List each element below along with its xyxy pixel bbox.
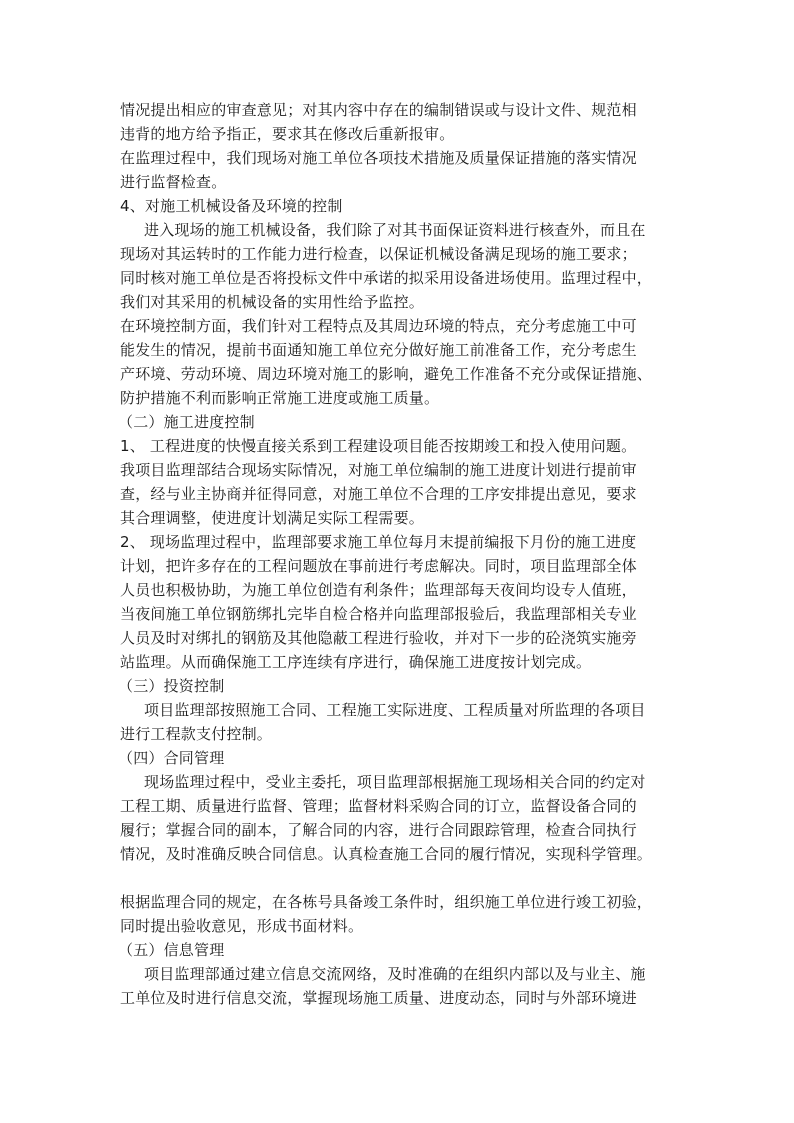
- text-line: 1、 工程进度的快慢直接关系到工程建设项目能否按期竣工和投入使用问题。: [120, 437, 637, 455]
- text-line: 情况，及时准确反映合同信息。认真检查施工合同的履行情况，实现科学管理。: [120, 845, 653, 863]
- section-heading: （二）施工进度控制: [118, 413, 255, 431]
- text-line: 同时核对施工单位是否将投标文件中承诺的拟采用设备进场使用。监理过程中，: [120, 269, 653, 287]
- text-line: 计划，把许多存在的工程问题放在事前进行考虑解决。同时，项目监理部全体: [120, 557, 637, 575]
- text-line: 同时提出验收意见，形成书面材料。: [120, 917, 364, 935]
- text-line: 人员及时对绑扎的钢筋及其他隐蔽工程进行验收，并对下一步的砼浇筑实施旁: [120, 629, 637, 647]
- text-line: 项目监理部按照施工合同、工程施工实际进度、工程质量对所监理的各项目: [144, 701, 646, 719]
- section-heading: （三）投资控制: [118, 677, 225, 695]
- section-heading: （四）合同管理: [118, 749, 225, 767]
- text-line: 现场对其运转时的工作能力进行检查，以保证机械设备满足现场的施工要求；: [120, 245, 637, 263]
- text-line: 在环境控制方面，我们针对工程特点及其周边环境的特点，充分考虑施工中可: [120, 317, 637, 335]
- text-line: 履行；掌握合同的副本，了解合同的内容，进行合同跟踪管理，检查合同执行: [120, 821, 637, 839]
- text-line: 现场监理过程中，受业主委托，项目监理部根据施工现场相关合同的约定对: [144, 773, 646, 791]
- section-heading: 4、对施工机械设备及环境的控制: [120, 197, 343, 215]
- text-line: 工单位及时进行信息交流，掌握现场施工质量、进度动态，同时与外部环境进: [120, 989, 637, 1007]
- text-line: 我项目监理部结合现场实际情况，对施工单位编制的施工进度计划进行提前审: [120, 461, 637, 479]
- text-line: 进行工程款支付控制。: [120, 725, 273, 743]
- text-line: 产环境、劳动环境、周边环境对施工的影响，避免工作准备不充分或保证措施、: [120, 365, 653, 383]
- text-line: 站监理。从而确保施工工序连续有序进行，确保施工进度按计划完成。: [120, 653, 592, 671]
- text-line: 情况提出相应的审查意见；对其内容中存在的编制错误或与设计文件、规范相: [120, 101, 637, 119]
- text-line: 其合理调整，使进度计划满足实际工程需要。: [120, 509, 425, 527]
- text-line: 防护措施不利而影响正常施工进度或施工质量。: [120, 389, 440, 407]
- text-line: 在监理过程中，我们现场对施工单位各项技术措施及质量保证措施的落实情况: [120, 149, 637, 167]
- text-line: 违背的地方给予指正，要求其在修改后重新报审。: [120, 125, 455, 143]
- section-heading: （五）信息管理: [118, 941, 225, 959]
- text-line: 查，经与业主协商并征得同意，对施工单位不合理的工序安排提出意见，要求: [120, 485, 637, 503]
- text-line: 我们对其采用的机械设备的实用性给予监控。: [120, 293, 425, 311]
- text-line: 根据监理合同的规定，在各栋号具备竣工条件时，组织施工单位进行竣工初验，: [120, 893, 653, 911]
- text-line: 项目监理部通过建立信息交流网络，及时准确的在组织内部以及与业主、施: [144, 965, 646, 983]
- text-line: 能发生的情况，提前书面通知施工单位充分做好施工前准备工作，充分考虑生: [120, 341, 637, 359]
- text-line: 2、 现场监理过程中，监理部要求施工单位每月末提前编报下月份的施工进度: [120, 533, 637, 551]
- text-line: 工程工期、质量进行监督、管理；监督材料采购合同的订立，监督设备合同的: [120, 797, 637, 815]
- text-line: 当夜间施工单位钢筋绑扎完毕自检合格并向监理部报验后，我监理部相关专业: [120, 605, 637, 623]
- text-line: 进入现场的施工机械设备，我们除了对其书面保证资料进行核查外，而且在: [144, 221, 646, 239]
- text-line: 进行监督检查。: [120, 173, 227, 191]
- text-line: 人员也积极协助，为施工单位创造有利条件；监理部每天夜间均设专人值班，: [120, 581, 637, 599]
